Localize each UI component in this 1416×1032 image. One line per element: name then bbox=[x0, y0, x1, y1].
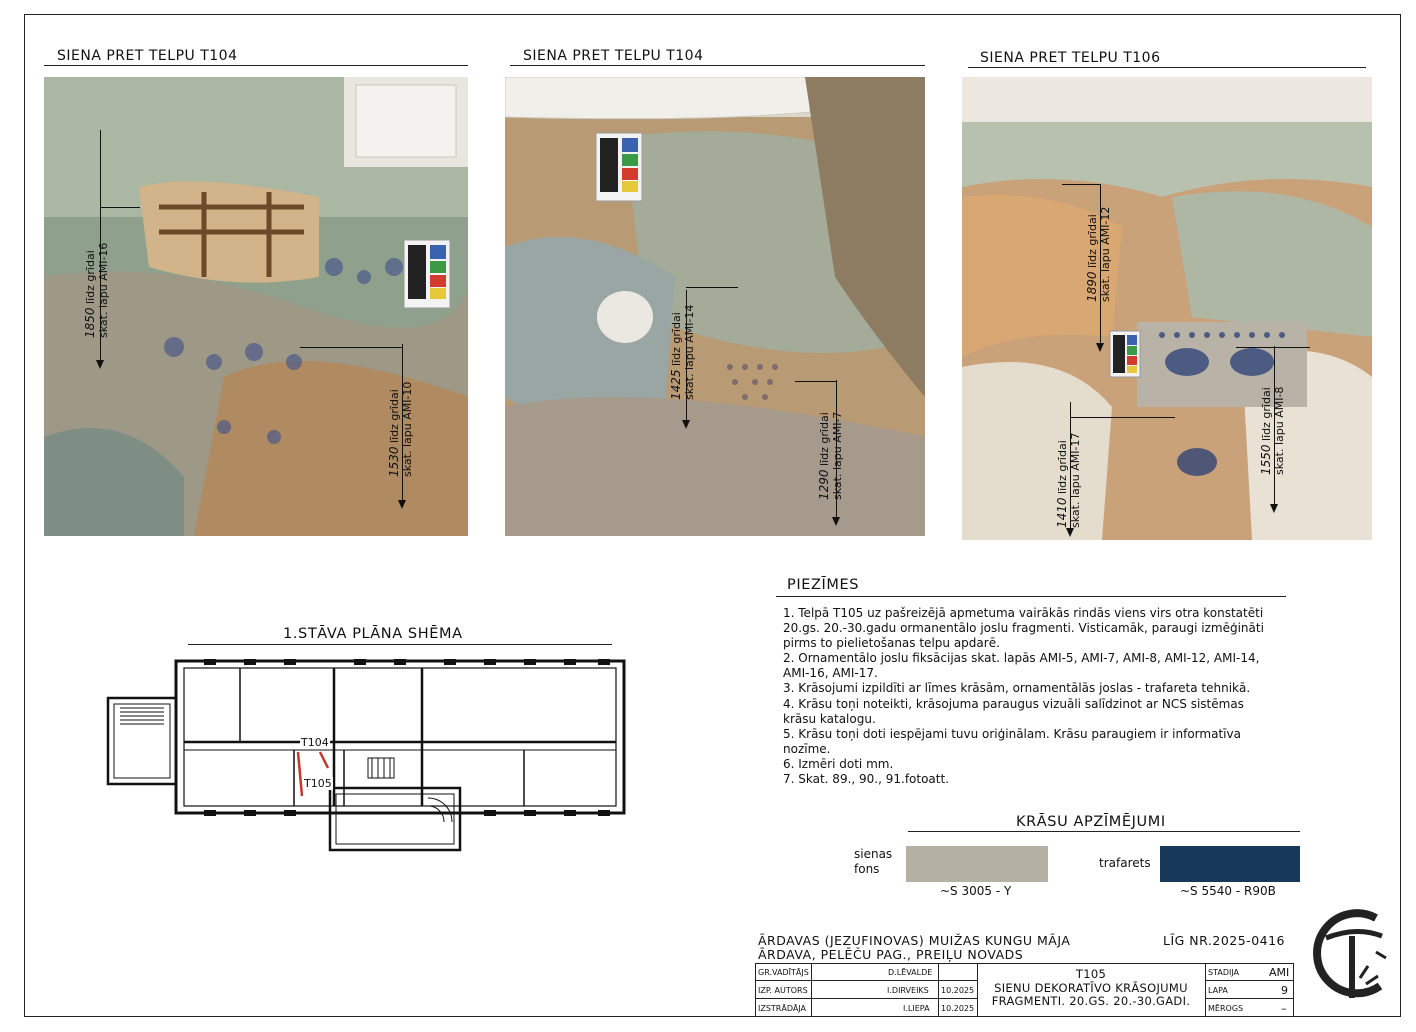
name-author: I.DIRVEIKS bbox=[887, 986, 929, 995]
photo-1-title-rule bbox=[44, 65, 468, 66]
sheet-desc-2: FRAGMENTI. 20.GS. 20.-30.GADI. bbox=[991, 994, 1191, 1008]
role-author: IZP. AUTORS bbox=[758, 986, 808, 995]
dim-1a-line2: skat. lapu AMI-16 bbox=[97, 242, 110, 338]
dim-2a-line1: līdz grīdai bbox=[670, 312, 683, 366]
dim-2b-arrow bbox=[832, 517, 840, 526]
notes-title-rule bbox=[776, 596, 1286, 597]
photo-3-title: SIENA PRET TELPU T106 bbox=[980, 50, 1161, 66]
sheet-title bbox=[977, 968, 1205, 1009]
dim-2b-leader bbox=[795, 381, 836, 382]
project-name: ĀRDAVAS (JEZUFINOVAS) MUIŽAS KUNGU MĀJA bbox=[758, 933, 1071, 948]
title-block bbox=[755, 963, 1401, 1017]
dim-2a-label bbox=[670, 305, 696, 400]
note-item: 3. Krāsojumi izpildīti ar līmes krāsām, ornamentālās joslas - trafareta tehnikā. bbox=[783, 681, 1251, 696]
dim-3b-arrow bbox=[1066, 528, 1074, 537]
dim-3c-value: 1550 bbox=[1259, 444, 1273, 475]
floor-plan bbox=[104, 656, 628, 856]
date-drafter: 10.2025 bbox=[941, 1004, 975, 1013]
swatch-stencil bbox=[1160, 846, 1300, 882]
label-sheet: LAPA bbox=[1208, 986, 1228, 995]
dim-1b-value: 1530 bbox=[387, 446, 401, 477]
dim-2a-value: 1425 bbox=[669, 369, 683, 400]
dim-3a-line1: līdz grīdai bbox=[1086, 214, 1099, 268]
photo-2-title: SIENA PRET TELPU T104 bbox=[523, 48, 704, 64]
photo-1-title: SIENA PRET TELPU T104 bbox=[57, 48, 238, 64]
company-logo bbox=[1306, 908, 1398, 1000]
dim-3b-leader bbox=[1070, 417, 1175, 418]
date-author: 10.2025 bbox=[941, 986, 975, 995]
note-item: 1. Telpā T105 uz pašreizējā apmetuma vairākās rindās viens virs otra konstatēti 20.gs. 20.-30.gadu ormanentālo joslu fragmenti. Visticamāk, paraugi izmēģināti pirms to pielietošanas telpu apdarē. bbox=[783, 606, 1264, 651]
legend-label-stencil: trafarets bbox=[1099, 856, 1151, 870]
dim-3c-leader bbox=[1236, 347, 1310, 348]
dim-3a-value: 1890 bbox=[1085, 271, 1099, 302]
role-lead: GR.VADĪTĀJS bbox=[758, 968, 809, 977]
notes-title: PIEZĪMES bbox=[787, 577, 860, 593]
dim-3a-leader bbox=[1062, 184, 1100, 185]
plan-title: 1.STĀVA PLĀNA SHĒMA bbox=[283, 626, 463, 642]
dim-1a-line1: līdz grīdai bbox=[84, 250, 97, 304]
notes-list bbox=[783, 606, 1275, 787]
dim-2a-line2: skat. lapu AMI-14 bbox=[683, 304, 696, 400]
dim-2a-arrow bbox=[682, 420, 690, 429]
note-item: 7. Skat. 89., 90., 91.fotoatt. bbox=[783, 772, 950, 787]
dim-1b-arrow bbox=[398, 500, 406, 509]
dim-3b-value: 1410 bbox=[1055, 497, 1069, 528]
dim-1a-arrow bbox=[96, 360, 104, 369]
dim-3c-line2: skat. lapu AMI-8 bbox=[1273, 386, 1286, 475]
label-stage: STADIJA bbox=[1208, 968, 1240, 977]
dim-3c-arrow bbox=[1270, 504, 1278, 513]
photo-2-wall-t104 bbox=[505, 77, 925, 536]
plan-title-rule bbox=[188, 644, 612, 645]
dim-2b-value: 1290 bbox=[817, 469, 831, 500]
code-stencil: ~S 5540 - R90B bbox=[1180, 884, 1276, 898]
plan-room-t104: T104 bbox=[301, 736, 329, 749]
role-drafter: IZSTRĀDĀJA bbox=[758, 1004, 807, 1013]
dim-1b-label bbox=[388, 382, 414, 477]
dim-3b-label bbox=[1056, 433, 1082, 528]
dim-3c-label bbox=[1260, 387, 1286, 475]
legend-label-background-l1: sienas bbox=[854, 847, 893, 861]
dim-1a-value: 1850 bbox=[83, 307, 97, 338]
swatch-background bbox=[906, 846, 1048, 882]
name-lead: D.LĒVALDE bbox=[888, 968, 933, 977]
legend-label-background bbox=[854, 847, 892, 877]
legend-title-rule bbox=[908, 831, 1300, 832]
project-address: ĀRDAVA, PELĒČU PAG., PREIĻU NOVADS bbox=[758, 947, 1024, 962]
value-sheet: 9 bbox=[1281, 984, 1288, 997]
sheet-room: T105 bbox=[1075, 967, 1107, 981]
dim-1b-leader bbox=[300, 347, 402, 348]
dim-2b-line2: skat. lapu AMI-7 bbox=[831, 411, 844, 500]
value-scale: – bbox=[1281, 1002, 1287, 1015]
value-stage: AMI bbox=[1269, 966, 1290, 979]
name-drafter: I.LIEPA bbox=[903, 1004, 930, 1013]
label-scale: MĒROGS bbox=[1208, 1004, 1244, 1013]
plan-room-t105: T105 bbox=[304, 777, 332, 790]
sheet-desc-1: SIENU DEKORATĪVO KRĀSOJUMU bbox=[994, 980, 1188, 995]
dim-2b-label bbox=[818, 412, 844, 500]
dim-3a-label bbox=[1086, 207, 1112, 302]
dim-1a-label bbox=[84, 243, 110, 338]
dim-1b-line1: līdz grīdai bbox=[388, 389, 401, 443]
code-background: ~S 3005 - Y bbox=[940, 884, 1012, 898]
dim-2b-line1: līdz grīdai bbox=[818, 412, 831, 466]
dim-1b-line2: skat. lapu AMI-10 bbox=[401, 381, 414, 477]
photo-3-title-rule bbox=[968, 67, 1366, 68]
dim-3a-line2: skat. lapu AMI-12 bbox=[1099, 206, 1112, 302]
dim-3a-arrow bbox=[1096, 343, 1104, 352]
dim-3c-line1: līdz grīdai bbox=[1260, 387, 1273, 441]
note-item: 6. Izmēri doti mm. bbox=[783, 756, 894, 771]
note-item: 2. Ornamentālo joslu fiksācijas skat. lapās AMI-5, AMI-7, AMI-8, AMI-12, AMI-14, AMI-16, AMI-17. bbox=[783, 651, 1260, 681]
dim-2a-leader bbox=[686, 287, 738, 288]
photo-2-title-rule bbox=[510, 65, 925, 66]
dim-3b-line2: skat. lapu AMI-17 bbox=[1069, 432, 1082, 528]
dim-1a-leader bbox=[100, 207, 140, 208]
note-item: 5. Krāsu toņi doti iespējami tuvu oriģinālam. Krāsu paraugiem ir informatīva nozīme. bbox=[783, 726, 1241, 756]
dim-3b-line1: līdz grīdai bbox=[1056, 440, 1069, 494]
legend-title: KRĀSU APZĪMĒJUMI bbox=[1016, 814, 1166, 830]
note-item: 4. Krāsu toņi noteikti, krāsojuma paraugus vizuāli salīdzinot ar NCS sistēmas krāsu katalogu. bbox=[783, 696, 1244, 726]
contract-number: LĪG NR.2025-0416 bbox=[1163, 933, 1286, 948]
photo-3-wall-t106 bbox=[962, 77, 1372, 540]
legend-label-background-l2: fons bbox=[854, 862, 880, 876]
